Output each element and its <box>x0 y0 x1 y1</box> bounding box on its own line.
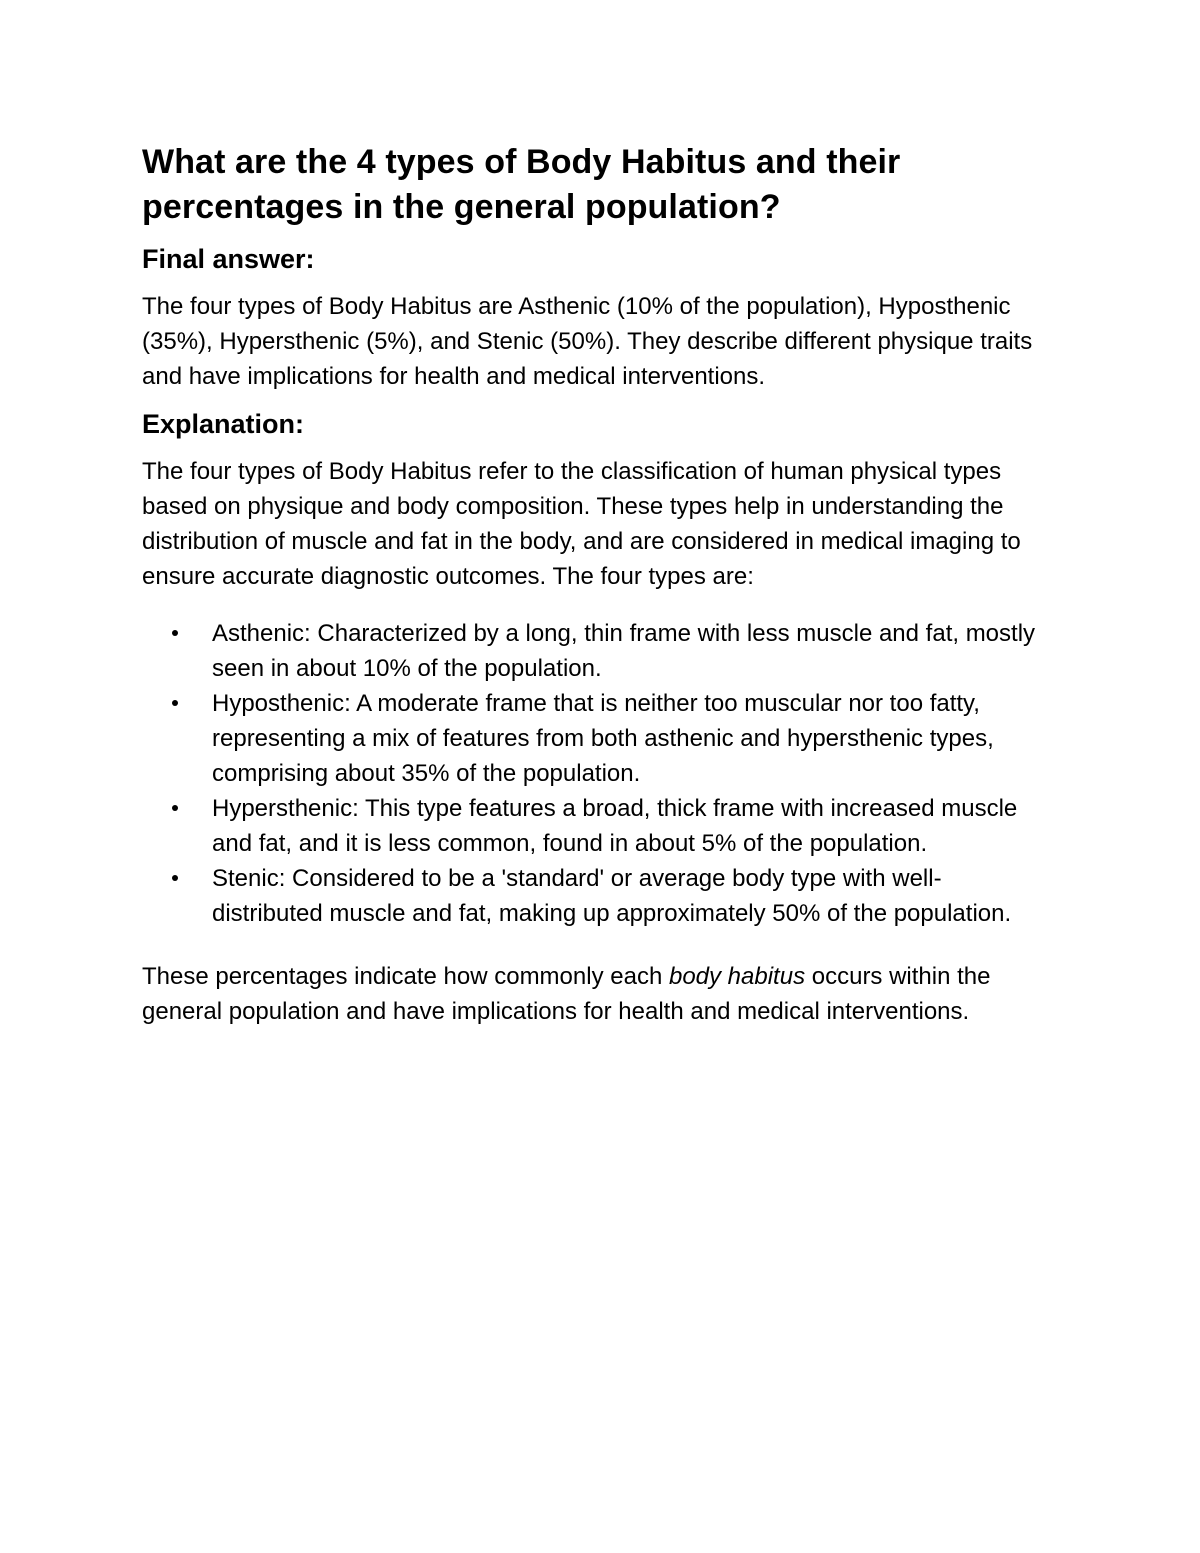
closing-text-start: These percentages indicate how commonly each <box>142 963 669 990</box>
list-item-text: Stenic: Considered to be a 'standard' or average body type with well-distributed muscle and fat, making up approximately 50% of the population. <box>212 865 1012 927</box>
bullet-icon <box>172 805 178 811</box>
bullet-icon <box>172 700 178 706</box>
body-types-list <box>142 616 1042 931</box>
bullet-icon <box>172 875 178 881</box>
bullet-icon <box>172 630 178 636</box>
closing-text-italic: body habitus <box>668 963 806 990</box>
list-item <box>142 616 1042 686</box>
closing-text-end: occurs within the general population and have implications for health and medical interventions. <box>142 963 991 1025</box>
explanation-heading: Explanation: <box>142 409 305 439</box>
explanation-intro: The four types of Body Habitus refer to the classification of human physical types based on physique and body composition. These types help in understanding the distribution of muscle and fat in the body, and are considered in medical imaging to ensure accurate diagnostic outcomes. The four types are: <box>142 458 1021 590</box>
page-title: What are the 4 types of Body Habitus and their percentages in the general population? <box>142 143 901 226</box>
list-item-text: Asthenic: Characterized by a long, thin frame with less muscle and fat, mostly seen in about 10% of the population. <box>212 620 1036 682</box>
list-item <box>142 686 1042 791</box>
list-item-text: Hypersthenic: This type features a broad, thick frame with increased muscle and fat, and it is less common, found in about 5% of the population. <box>212 795 1018 857</box>
closing-paragraph <box>142 959 1042 1029</box>
final-answer-heading: Final answer: <box>142 244 315 274</box>
list-item <box>142 791 1042 861</box>
document-page <box>142 140 1042 1029</box>
list-item-text: Hyposthenic: A moderate frame that is neither too muscular nor too fatty, representing a mix of features from both asthenic and hypersthenic types, comprising about 35% of the population. <box>212 690 994 787</box>
list-item <box>142 861 1042 931</box>
final-answer-text: The four types of Body Habitus are Asthenic (10% of the population), Hyposthenic (35%), Hypersthenic (5%), and Stenic (50%). They describe different physique traits and have implications for health and medical interventions. <box>142 293 1033 390</box>
